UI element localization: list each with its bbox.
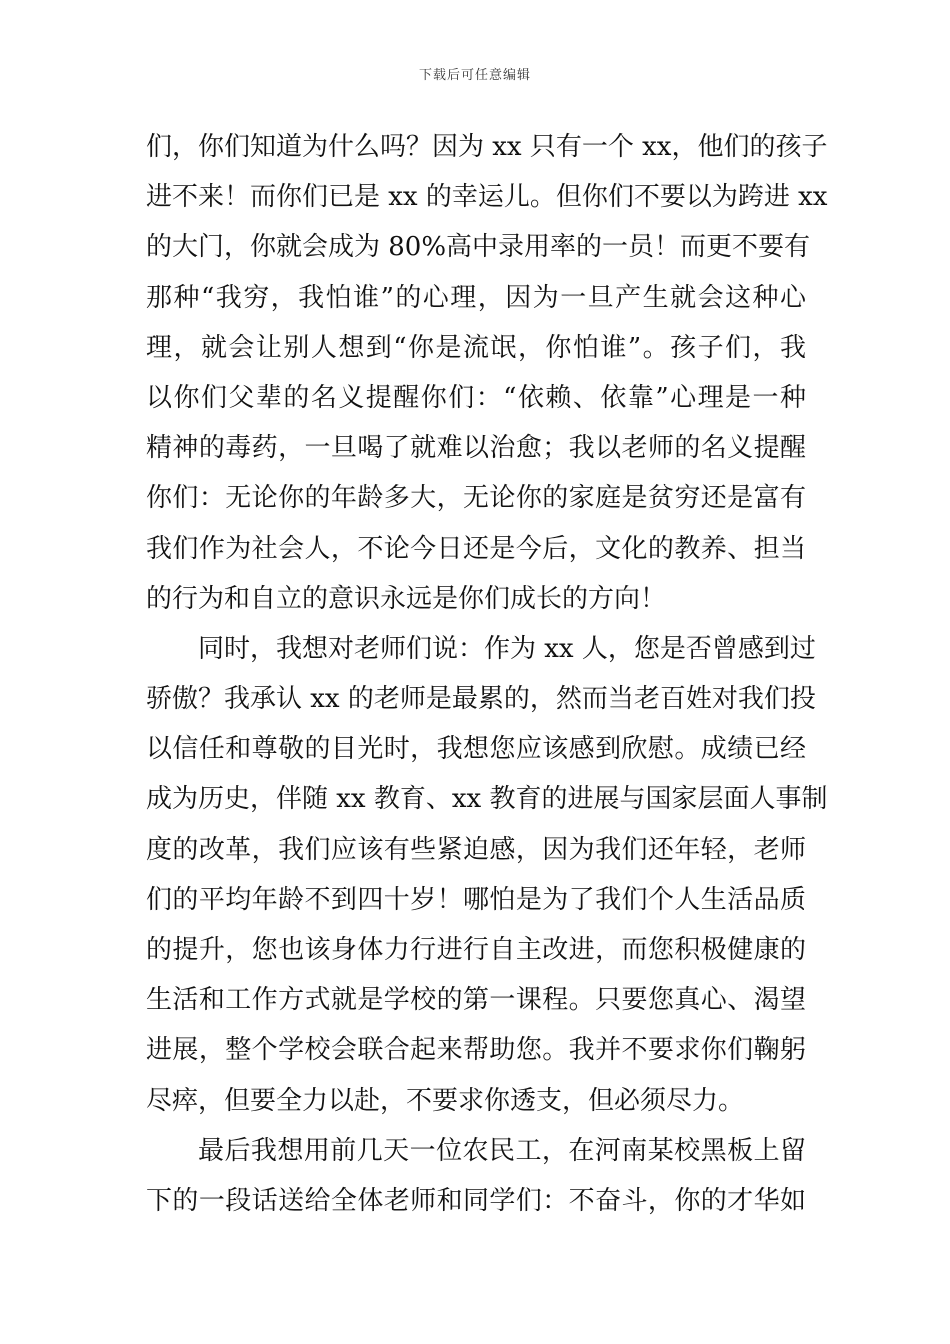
- text-line: 精神的毒药，一旦喝了就难以治愈；我以老师的名义提醒: [146, 433, 806, 464]
- text-line: 骄傲？我承认 xx 的老师是最累的，然而当老百姓对我们投: [146, 684, 816, 715]
- text-line: 进不来！而你们已是 xx 的幸运儿。但你们不要以为跨进 xx: [146, 182, 828, 213]
- text-line: 你们：无论你的年龄多大，无论你的家庭是贫穷还是富有: [146, 483, 806, 514]
- text-line: 的大门，你就会成为 80%高中录用率的一员！而更不要有: [146, 232, 811, 263]
- text-line: 生活和工作方式就是学校的第一课程。只要您真心、渴望: [146, 985, 806, 1016]
- text-line: 那种“我穷，我怕谁”的心理，因为一旦产生就会这种心: [146, 282, 806, 313]
- page-header: 下载后可任意编辑: [418, 68, 531, 83]
- text-line-paragraph-start: 同时，我想对老师们说：作为 xx 人，您是否曾感到过: [198, 633, 816, 664]
- text-line: 下的一段话送给全体老师和同学们：不奋斗，你的才华如: [146, 1185, 806, 1216]
- text-line: 成为历史，伴随 xx 教育、xx 教育的进展与国家层面人事制: [146, 784, 828, 815]
- text-line: 的提升，您也该身体力行进行自主改进，而您积极健康的: [146, 935, 806, 965]
- document-body: [146, 122, 828, 1226]
- text-line: 们，你们知道为什么吗？因为 xx 只有一个 xx，他们的孩子: [146, 132, 828, 162]
- text-line: 我们作为社会人，不论今日还是今后，文化的教养、担当: [146, 533, 806, 564]
- text-line: 度的改革，我们应该有些紧迫感，因为我们还年轻，老师: [146, 834, 806, 865]
- text-line-paragraph-start: 最后我想用前几天一位农民工，在河南某校黑板上留: [198, 1135, 806, 1166]
- text-line: 进展，整个学校会联合起来帮助您。我并不要求你们鞠躬: [146, 1035, 806, 1066]
- text-line-paragraph-end: 的行为和自立的意识永远是你们成长的方向！: [146, 583, 667, 614]
- text-line: 们的平均年龄不到四十岁！哪怕是为了我们个人生活品质: [146, 884, 806, 915]
- text-line-paragraph-end: 尽瘁，但要全力以赴，不要求你透支，但必须尽力。: [146, 1085, 745, 1116]
- text-line: 以你们父辈的名义提醒你们：“依赖、依靠”心理是一种: [146, 382, 806, 413]
- text-line: 理，就会让别人想到“你是流氓，你怕谁”。孩子们，我: [146, 332, 806, 363]
- text-line: 以信任和尊敬的目光时，我想您应该感到欣慰。成绩已经: [146, 734, 806, 765]
